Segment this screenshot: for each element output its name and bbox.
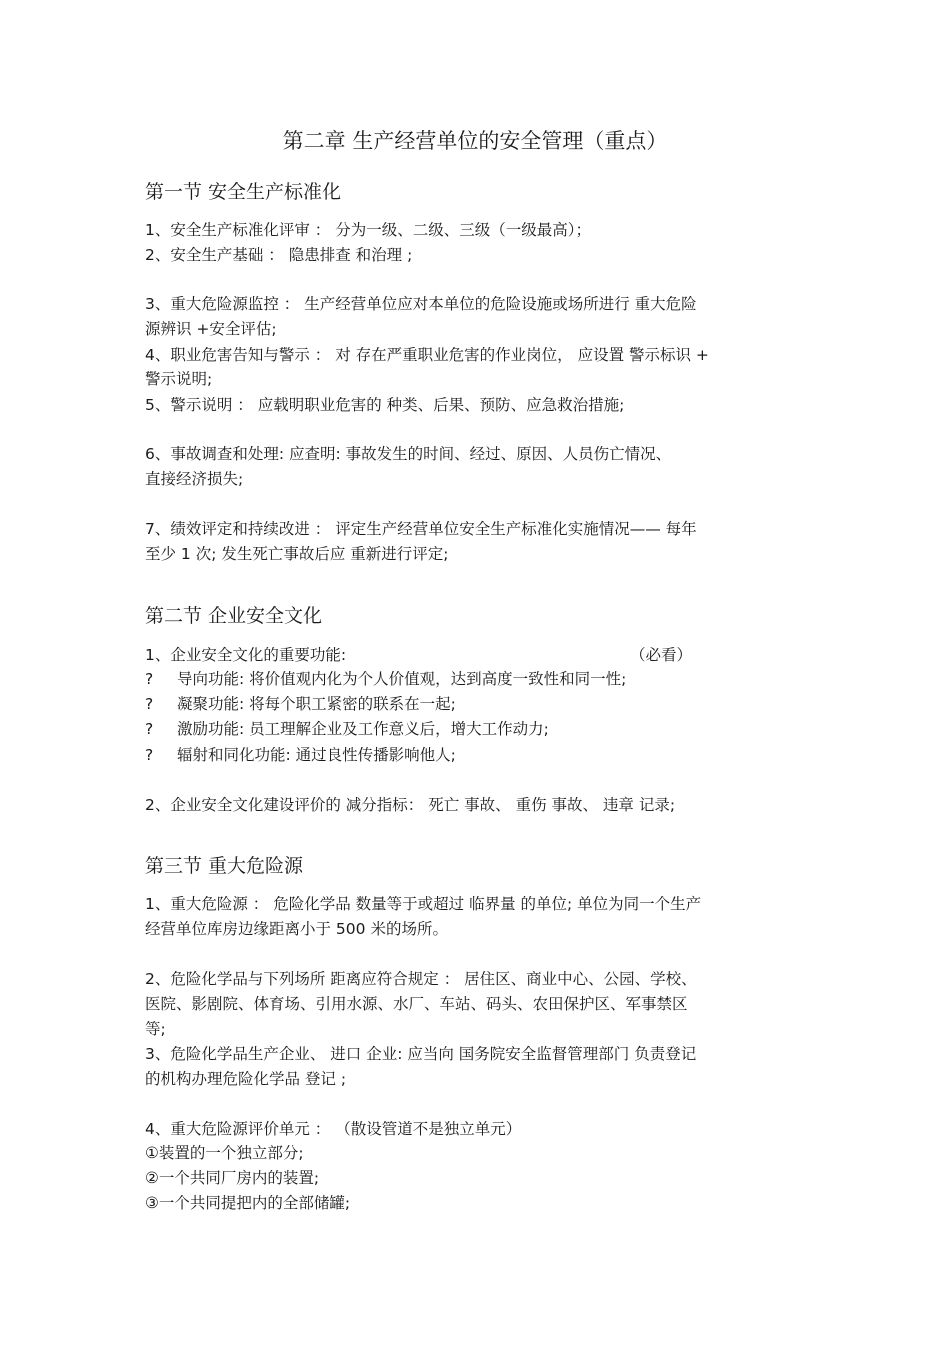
- bullet-mark: ?: [145, 746, 154, 764]
- bullet-item: [145, 667, 626, 691]
- paragraph-line: 经营单位库房边缘距离小于 500 米的场所。: [145, 920, 448, 938]
- section-title: 第二节 企业安全文化: [145, 605, 323, 627]
- paragraph-line: 医院、影剧院、体育场、引用水源、水厂、车站、码头、农田保护区、军事禁区: [145, 995, 688, 1013]
- paragraph-line: 至少 1 次; 发生死亡事故后应 重新进行评定;: [145, 545, 449, 563]
- bullet-text: 激励功能: 员工理解企业及工作意义后，增大工作动力;: [177, 720, 549, 738]
- paragraph-line: 的机构办理危险化学品 登记 ;: [145, 1070, 347, 1088]
- paragraph-line: 5、警示说明 ： 应载明职业危害的 种类、后果、预防、应急救治措施;: [145, 396, 625, 414]
- paragraph-line: 警示说明;: [145, 370, 213, 388]
- paragraph-line: 3、危险化学品生产企业、 进口 企业: 应当向 国务院安全监督管理部门 负责登记: [145, 1045, 697, 1063]
- paragraph-line: 1、安全生产标准化评审 ： 分为一级、二级、三级（一级最高）；: [145, 221, 591, 239]
- paragraph-line: 6、事故调查和处理: 应查明: 事故发生的时间、经过、原因、人员伤亡情况、: [145, 445, 672, 463]
- paragraph-line: 2、安全生产基础 ： 隐患排查 和治理 ;: [145, 246, 413, 264]
- bullet-mark: ?: [145, 720, 154, 738]
- paragraph-line: 4、职业危害告知与警示 ： 对 存在严重职业危害的作业岗位， 应设置 警示标识 +: [145, 346, 709, 364]
- must-read-note: （必看）: [630, 646, 693, 664]
- paragraph-line: 1、企业安全文化的重要功能:: [145, 646, 347, 664]
- paragraph-line: 等;: [145, 1020, 166, 1038]
- list-item: ②一个共同厂房内的装置;: [145, 1169, 320, 1187]
- bullet-mark: ?: [145, 670, 154, 688]
- chapter-title: 第二章 生产经营单位的安全管理（重点）: [282, 129, 668, 153]
- bullet-item: [145, 743, 456, 767]
- paragraph-line: 2、危险化学品与下列场所 距离应符合规定 ： 居住区、商业中心、公园、学校、: [145, 970, 697, 988]
- paragraph-line: 直接经济损失;: [145, 470, 244, 488]
- paragraph-line: 7、绩效评定和持续改进 ： 评定生产经营单位安全生产标准化实施情况—— 每年: [145, 520, 697, 538]
- bullet-text: 辐射和同化功能: 通过良性传播影响他人;: [177, 746, 456, 764]
- list-item: ①装置的一个独立部分;: [145, 1144, 304, 1162]
- paragraph-line: 4、重大危险源评价单元 ： （散设管道不是独立单元）: [145, 1120, 522, 1138]
- bullet-text: 导向功能: 将价值观内化为个人价值观，达到高度一致性和同一性;: [177, 670, 627, 688]
- paragraph-line: 3、重大危险源监控 ： 生产经营单位应对本单位的危险设施或场所进行 重大危险: [145, 295, 697, 313]
- bullet-item: [145, 692, 456, 716]
- paragraph-line: 源辨识 +安全评估;: [145, 320, 277, 338]
- list-item: ③一个共同提把内的全部储罐;: [145, 1194, 351, 1212]
- paragraph-line: 1、重大危险源 ： 危险化学品 数量等于或超过 临界量 的单位; 单位为同一个生产: [145, 895, 702, 913]
- bullet-item: [145, 717, 549, 741]
- section-title: 第三节 重大危险源: [145, 855, 304, 877]
- section-title: 第一节 安全生产标准化: [145, 181, 342, 203]
- bullet-mark: ?: [145, 695, 154, 713]
- bullet-text: 凝聚功能: 将每个职工紧密的联系在一起;: [177, 695, 456, 713]
- paragraph-line: 2、企业安全文化建设评价的 减分指标： 死亡 事故、 重伤 事故、 违章 记录;: [145, 796, 676, 814]
